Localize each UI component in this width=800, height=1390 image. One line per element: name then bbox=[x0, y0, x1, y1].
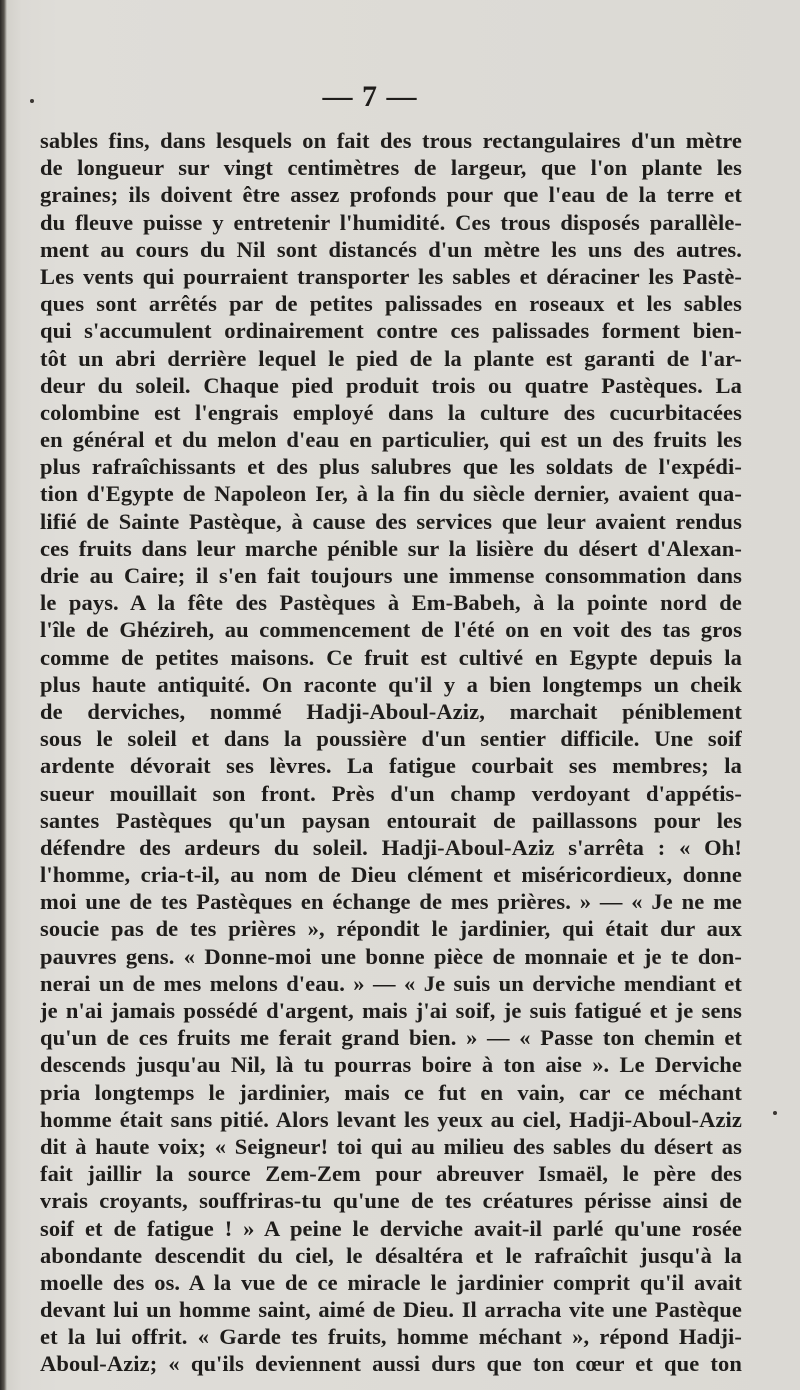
text-line: ment au cours du Nil sont distancés d'un mètre les uns des autres. bbox=[40, 236, 742, 262]
text-line: sueur mouillait son front. Près d'un champ verdoyant d'appétis- bbox=[40, 780, 742, 806]
text-line: sables fins, dans lesquels on fait des trous rectangulaires d'un mètre bbox=[40, 128, 742, 153]
text-line: en général et du melon d'eau en particulier, qui est un des fruits les bbox=[40, 427, 742, 453]
text-line: qui s'accumulent ordinairement contre ces palissades forment bien- bbox=[40, 318, 742, 344]
body-text bbox=[40, 127, 742, 1378]
text-line: pauvres gens. « Donne-moi une bonne pièce de monnaie et je te don- bbox=[40, 943, 742, 969]
text-line: descends jusqu'au Nil, là tu pourras boire à ton aise ». Le Derviche bbox=[40, 1052, 742, 1078]
text-line: et la lui offrit. « Garde tes fruits, homme méchant », répond Hadji- bbox=[40, 1324, 742, 1350]
text-line: graines; ils doivent être assez profonds pour que l'eau de la terre et bbox=[40, 182, 742, 208]
text-line: deur du soleil. Chaque pied produit trois ou quatre Pastèques. La bbox=[40, 372, 742, 398]
text-line: sous le soleil et dans la poussière d'un sentier difficile. Une soif bbox=[40, 726, 742, 752]
text-line: moi une de tes Pastèques en échange de mes prières. » — « Je ne me bbox=[40, 889, 742, 915]
text-line: abondante descendit du ciel, le désaltéra et le rafraîchit jusqu'à la bbox=[40, 1242, 742, 1268]
text-line: pria longtemps le jardinier, mais ce fut en vain, car ce méchant bbox=[40, 1079, 742, 1105]
text-line: homme était sans pitié. Alors levant les yeux au ciel, Hadji-Aboul-Aziz bbox=[40, 1106, 742, 1132]
text-line: l'île de Ghézireh, au commencement de l'été on en voit des tas gros bbox=[40, 617, 742, 643]
text-line: lifié de Sainte Pastèque, à cause des services que leur avaient rendus bbox=[40, 508, 742, 534]
page-number: — 7 — bbox=[322, 80, 418, 113]
book-spine-shadow bbox=[0, 0, 7, 1390]
text-line: soif et de fatigue ! » A peine le derviche avait-il parlé qu'une rosée bbox=[40, 1215, 742, 1241]
text-line: de longueur sur vingt centimètres de largeur, que l'on plante les bbox=[40, 155, 742, 181]
text-line: colombine est l'engrais employé dans la culture des cucurbitacées bbox=[40, 399, 742, 425]
text-line: nerai un de mes melons d'eau. » — « Je suis un derviche mendiant et bbox=[40, 970, 742, 996]
text-line: ardente dévorait ses lèvres. La fatigue courbait ses membres; la bbox=[40, 753, 742, 779]
text-line: plus haute antiquité. On raconte qu'il y a bien longtemps un cheik bbox=[40, 671, 742, 697]
paper-speck bbox=[773, 1111, 777, 1115]
text-line: dit à haute voix; « Seigneur! toi qui au milieu des sables du désert as bbox=[40, 1133, 742, 1159]
text-line: défendre des ardeurs du soleil. Hadji-Aboul-Aziz s'arrêta : « Oh! bbox=[40, 834, 742, 860]
text-line: de derviches, nommé Hadji-Aboul-Aziz, marchait péniblement bbox=[40, 698, 742, 724]
text-line: du fleuve puisse y entretenir l'humidité. Ces trous disposés parallèle- bbox=[40, 209, 742, 235]
text-line: tôt un abri derrière lequel le pied de la plante est garanti de l'ar- bbox=[40, 345, 742, 371]
text-line: Aboul-Aziz; « qu'ils deviennent aussi durs que ton cœur et que ton bbox=[40, 1351, 742, 1377]
text-line: ces fruits dans leur marche pénible sur la lisière du désert d'Alexan- bbox=[40, 535, 742, 561]
text-line: tion d'Egypte de Napoleon Ier, à la fin du siècle dernier, avaient qua- bbox=[40, 481, 742, 507]
text-line: fait jaillir la source Zem-Zem pour abreuver Ismaël, le père des bbox=[40, 1161, 742, 1187]
text-line: santes Pastèques qu'un paysan entourait de paillassons pour les bbox=[40, 807, 742, 833]
text-line: l'homme, cria-t-il, au nom de Dieu clément et miséricordieux, donne bbox=[40, 862, 742, 888]
text-line: comme de petites maisons. Ce fruit est cultivé en Egypte depuis la bbox=[40, 644, 742, 670]
text-line: soucie pas de tes prières », répondit le jardinier, qui était dur aux bbox=[40, 916, 742, 942]
text-line: ques sont arrêtés par de petites palissades en roseaux et les sables bbox=[40, 291, 742, 317]
text-line: devant lui un homme saint, aimé de Dieu. Il arracha vite une Pastèque bbox=[40, 1297, 742, 1323]
text-line: je n'ai jamais possédé d'argent, mais j'ai soif, je suis fatigué et je sens bbox=[40, 998, 742, 1023]
text-line: plus rafraîchissants et des plus salubres que les soldats de l'expédi- bbox=[40, 454, 742, 480]
text-line: le pays. A la fête des Pastèques à Em-Babeh, à la pointe nord de bbox=[40, 590, 742, 616]
text-line: Les vents qui pourraient transporter les sables et déraciner les Pastè- bbox=[40, 263, 742, 289]
text-line: qu'un de ces fruits me ferait grand bien. » — « Passe ton chemin et bbox=[40, 1025, 742, 1051]
text-line: vrais croyants, souffriras-tu qu'une de tes créatures périsse ainsi de bbox=[40, 1188, 742, 1214]
text-line: drie au Caire; il s'en fait toujours une immense consommation dans bbox=[40, 563, 742, 588]
paper-speck bbox=[30, 99, 34, 103]
text-line: moelle des os. A la vue de ce miracle le jardinier comprit qu'il avait bbox=[40, 1269, 742, 1295]
